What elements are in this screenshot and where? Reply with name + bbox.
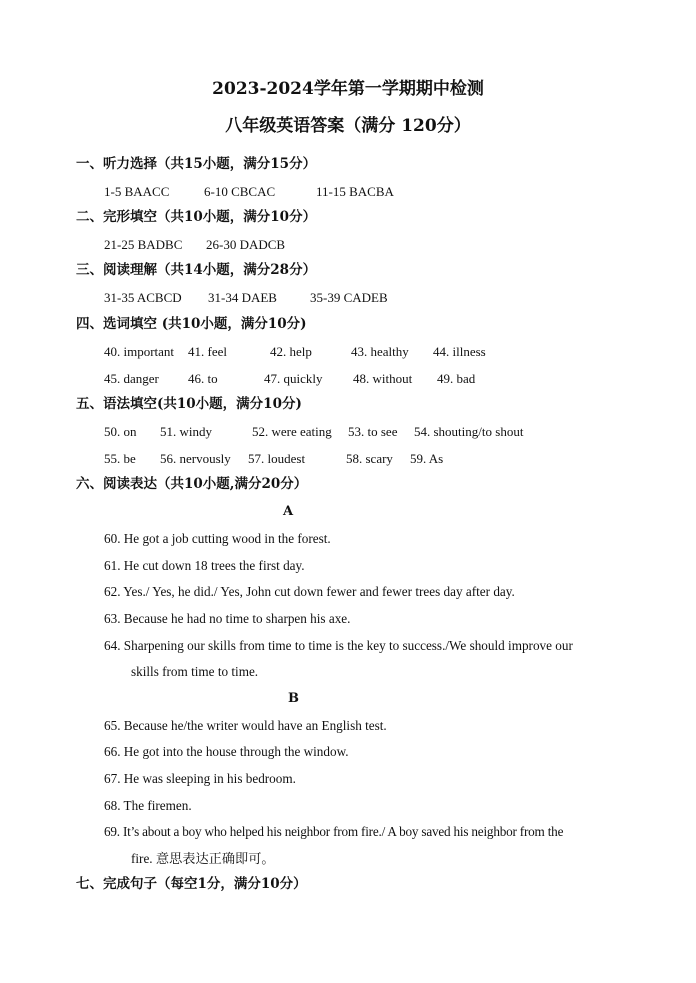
passage-b-label: B: [288, 691, 299, 706]
section-5-answer: 50. on: [104, 424, 137, 439]
answer-line: 64. Sharpening our skills from time to time is the key to success./We should improve our: [104, 638, 573, 653]
section-3-answer: 31-34 DAEB: [208, 290, 277, 305]
section-5-answer: 52. were eating: [252, 424, 332, 439]
section-7-heading: 七、完成句子（每空1分，满分10分）: [76, 876, 307, 892]
answer-line: 66. He got into the house through the window.: [104, 744, 349, 759]
document-subtitle: 八年级英语答案（满分 120分）: [225, 116, 471, 136]
answer-line: 60. He got a job cutting wood in the forest.: [104, 531, 331, 546]
section-2-answer: 26-30 DADCB: [206, 237, 286, 252]
section-4-answer: 41. feel: [188, 344, 227, 359]
document-title: 2023-2024学年第一学期期中检测: [212, 79, 484, 99]
answer-line: 63. Because he had no time to sharpen his axe.: [104, 611, 351, 626]
section-5-answer: 51. windy: [160, 424, 212, 439]
section-5-answer: 54. shouting/to shout: [414, 424, 524, 439]
section-1-answer: 1-5 BAACC: [104, 184, 170, 199]
answer-line: 65. Because he/the writer would have an English test.: [104, 718, 387, 733]
section-3-answer: 35-39 CADEB: [310, 290, 388, 305]
section-4-answer: 47. quickly: [264, 371, 323, 386]
answer-line: 69. It’s about a boy who helped his neighbor from fire./ A boy saved his neighbor from the: [104, 824, 564, 839]
section-4-answer: 46. to: [188, 371, 218, 386]
section-3-heading: 三、阅读理解（共14小题，满分28分）: [76, 262, 317, 278]
section-4-heading: 四、选词填空 (共10小题，满分10分): [76, 316, 307, 332]
answer-line: 61. He cut down 18 trees the first day.: [104, 558, 305, 573]
passage-a-label: A: [283, 504, 294, 519]
answer-line: 62. Yes./ Yes, he did./ Yes, John cut down fewer and fewer trees day after day.: [104, 584, 515, 599]
section-2-heading: 二、完形填空（共10小题，满分10分）: [76, 209, 317, 225]
section-4-answer: 44. illness: [433, 344, 486, 359]
section-4-answer: 42. help: [270, 344, 312, 359]
section-5-answer: 53. to see: [348, 424, 398, 439]
section-1-answer: 6-10 CBCAC: [204, 184, 276, 199]
answer-line: 67. He was sleeping in his bedroom.: [104, 771, 296, 786]
section-4-answer: 45. danger: [104, 371, 159, 386]
section-1-heading: 一、听力选择（共15小题，满分15分）: [76, 156, 317, 172]
section-5-answer: 58. scary: [346, 451, 393, 466]
section-1-answer: 11-15 BACBA: [316, 184, 394, 199]
section-5-answer: 55. be: [104, 451, 136, 466]
section-5-heading: 五、语法填空(共10小题，满分10分): [76, 396, 302, 412]
answer-line-continuation: skills from time to time.: [131, 664, 259, 679]
section-6-heading: 六、阅读表达（共10小题,满分20分）: [76, 476, 308, 492]
section-5-answer: 59. As: [410, 451, 444, 466]
section-4-answer: 48. without: [353, 371, 413, 386]
section-4-answer: 40. important: [104, 344, 175, 359]
section-4-answer: 43. healthy: [351, 344, 409, 359]
answer-line: 68. The firemen.: [104, 798, 192, 813]
section-4-answer: 49. bad: [437, 371, 476, 386]
section-2-answer: 21-25 BADBC: [104, 237, 183, 252]
section-3-answer: 31-35 ACBCD: [104, 290, 182, 305]
section-5-answer: 57. loudest: [248, 451, 306, 466]
section-5-answer: 56. nervously: [160, 451, 231, 466]
answer-line-continuation: fire. 意思表达正确即可。: [131, 851, 275, 866]
